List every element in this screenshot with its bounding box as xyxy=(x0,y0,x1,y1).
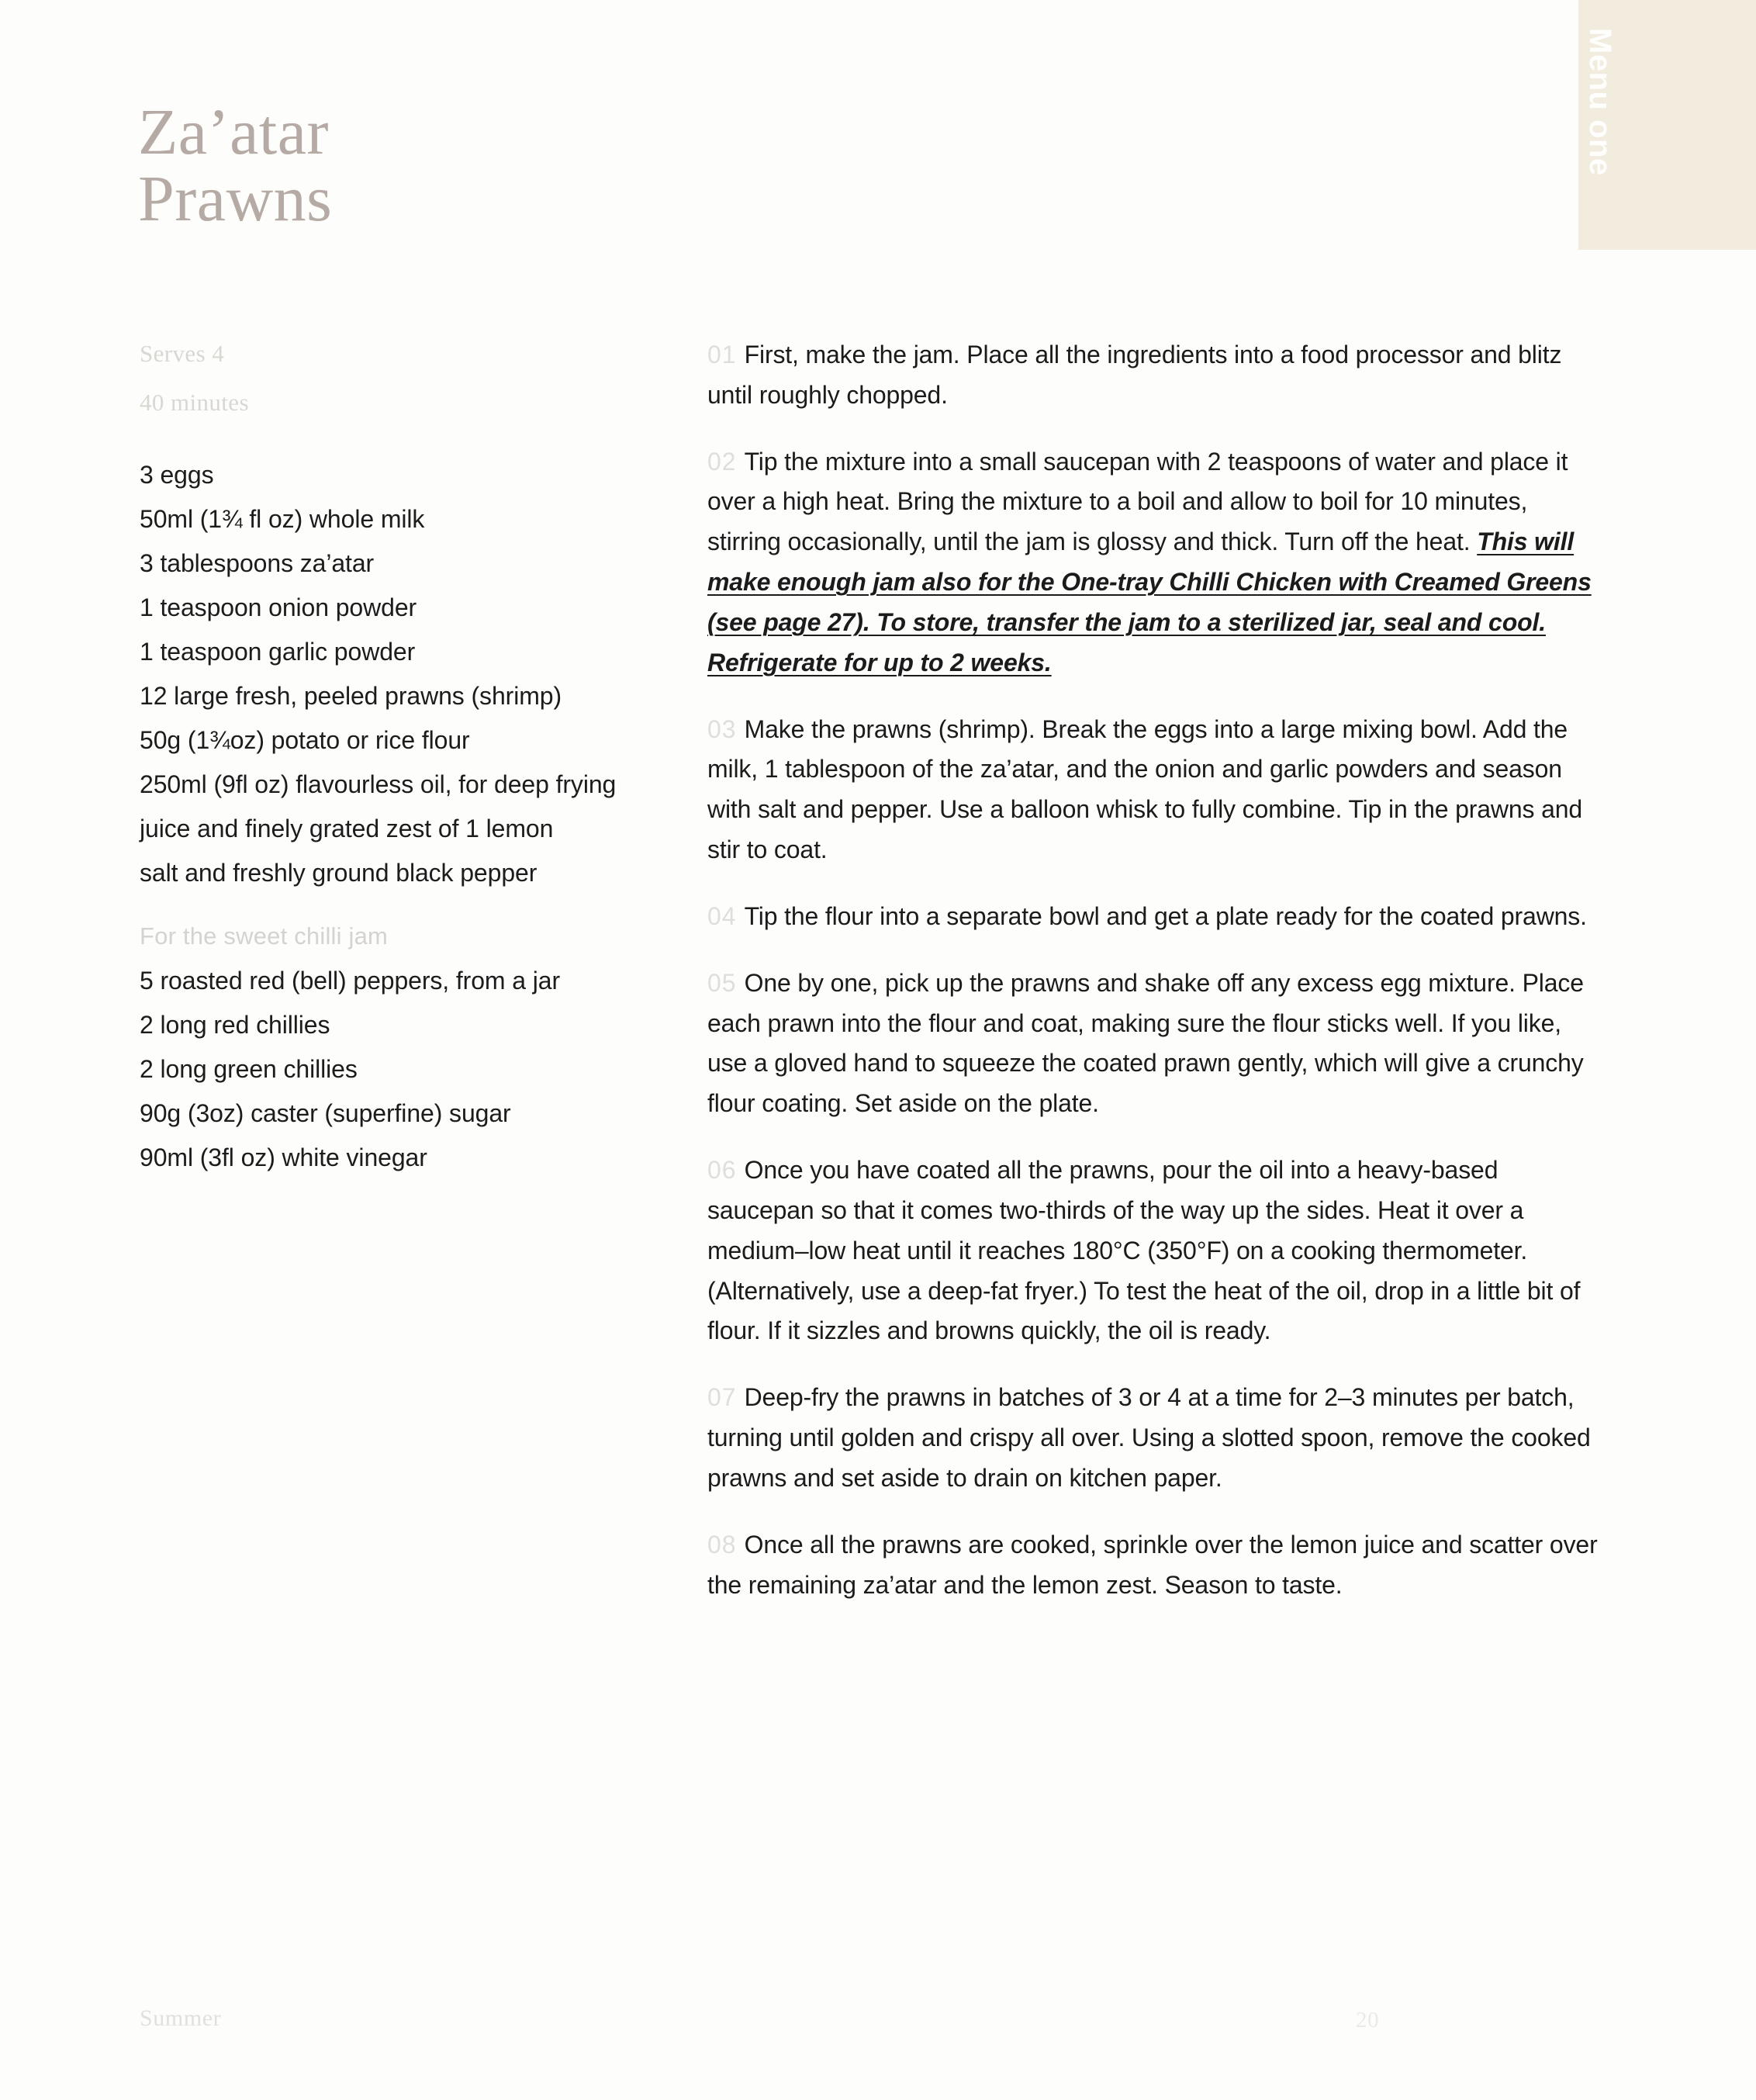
menu-section-tab-label: Menu one xyxy=(1583,28,1617,176)
footer-page-number: 20 xyxy=(1356,2008,1380,2033)
method-step-text: Make the prawns (shrimp). Break the eggs into a large mixing bowl. Add the milk, 1 tablespoon of the za’atar, and the onion and garlic powders and season with salt and pepper. Use a balloon whisk to fully combine. Tip in the prawns and stir to coat. xyxy=(707,714,1583,864)
ingredient-item: 50g (1¾oz) potato or rice flour xyxy=(140,726,470,754)
ingredient-item: 3 tablespoons za’atar xyxy=(140,549,375,577)
method-step-number: 01 xyxy=(707,341,737,368)
method-step xyxy=(707,1525,1607,1606)
page-title-line-2: Prawns xyxy=(138,162,333,235)
method-step-text: Once all the prawns are cooked, sprinkle over the lemon juice and scatter over the remaining za’atar and the lemon zest. Season to taste. xyxy=(707,1530,1598,1599)
method-step xyxy=(707,897,1607,937)
ingredient-item: 50ml (1¾ fl oz) whole milk xyxy=(140,505,425,533)
method-step-number: 04 xyxy=(707,901,737,930)
method-step-number: 05 xyxy=(707,968,737,997)
method-step-number: 02 xyxy=(707,447,737,476)
method-step-text: Once you have coated all the prawns, pour the oil into a heavy-based saucepan so that it comes two-thirds of the way up the sides. Heat it over a medium–low heat until it reaches 180°C (350°F) on a cooking thermometer. (Alternatively, use a deep-fat fryer.) To test the heat of the oil, drop in a little bit of flour. If it sizzles and browns quickly, the oil is ready. xyxy=(707,1156,1581,1345)
ingredient-item: 1 teaspoon onion powder xyxy=(140,593,417,621)
method-step-number: 07 xyxy=(707,1383,737,1412)
ingredient-item: 5 roasted red (bell) peppers, from a jar xyxy=(140,967,561,995)
method-step-number: 06 xyxy=(707,1156,737,1185)
footer-section-label: Summer xyxy=(140,2005,222,2031)
method-step-number: 03 xyxy=(707,714,737,743)
ingredient-item: 2 long red chillies xyxy=(140,1011,330,1039)
ingredient-item: juice and finely grated zest of 1 lemon xyxy=(140,815,554,842)
method-step-emphasis: This will make enough jam also for the One-tray Chilli Chicken with Creamed Greens (see page 27). To store, transfer the jam to a sterilized jar, seal and cool. Refrigerate for up to 2 weeks. xyxy=(707,528,1592,676)
method-step-text: Deep-fry the prawns in batches of 3 or 4 at a time for 2–3 minutes per batch, turning until golden and crispy all over. Using a slotted spoon, remove the cooked prawns and set aside to drain on kitchen paper. xyxy=(707,1383,1591,1492)
method-column xyxy=(707,335,1607,1631)
ingredient-item: 90g (3oz) caster (superfine) sugar xyxy=(140,1099,511,1127)
method-step-text: One by one, pick up the prawns and shake off any excess egg mixture. Place each prawn into the flour and coat, making sure the flour sticks well. If you like, use a gloved hand to squeeze the coated prawn gently, which will give a crunchy flour coating. Set aside on the plate. xyxy=(707,968,1584,1118)
cook-time-label: 40 minutes xyxy=(140,389,249,416)
method-step-text: Tip the mixture into a small saucepan with 2 teaspoons of water and place it over a high heat. Bring the mixture to a boil and allow to boil for 10 minutes, stirring occasionally, until the jam is glossy and thick. Turn off the heat. xyxy=(707,447,1568,556)
page-title xyxy=(138,96,836,235)
method-step-text: Tip the flour into a separate bowl and get a plate ready for the coated prawns. xyxy=(744,901,1587,930)
method-step xyxy=(707,442,1607,683)
ingredient-item: 2 long green chillies xyxy=(140,1055,358,1083)
ingredients-column xyxy=(140,341,683,1189)
ingredient-item: salt and freshly ground black pepper xyxy=(140,859,538,887)
method-step xyxy=(707,1150,1607,1351)
serves-label: Serves 4 xyxy=(140,340,225,367)
ingredients-sub-list xyxy=(140,968,683,1170)
page-title-line-1: Za’atar xyxy=(138,96,329,168)
method-step xyxy=(707,335,1607,416)
ingredient-item: 3 eggs xyxy=(140,461,214,489)
method-step xyxy=(707,1378,1607,1498)
ingredient-item: 90ml (3fl oz) white vinegar xyxy=(140,1143,427,1171)
ingredient-item: 12 large fresh, peeled prawns (shrimp) xyxy=(140,682,562,710)
method-step xyxy=(707,710,1607,870)
ingredients-main-list xyxy=(140,462,683,885)
method-step-text: First, make the jam. Place all the ingredients into a food processor and blitz until roughly chopped. xyxy=(707,341,1562,409)
ingredient-item: 250ml (9fl oz) flavourless oil, for deep frying xyxy=(140,770,617,798)
ingredient-item: 1 teaspoon garlic powder xyxy=(140,638,416,666)
method-step-number: 08 xyxy=(707,1530,737,1559)
menu-section-tab xyxy=(1578,0,1756,250)
ingredients-subsection-heading: For the sweet chilli jam xyxy=(140,922,389,950)
method-step xyxy=(707,964,1607,1124)
